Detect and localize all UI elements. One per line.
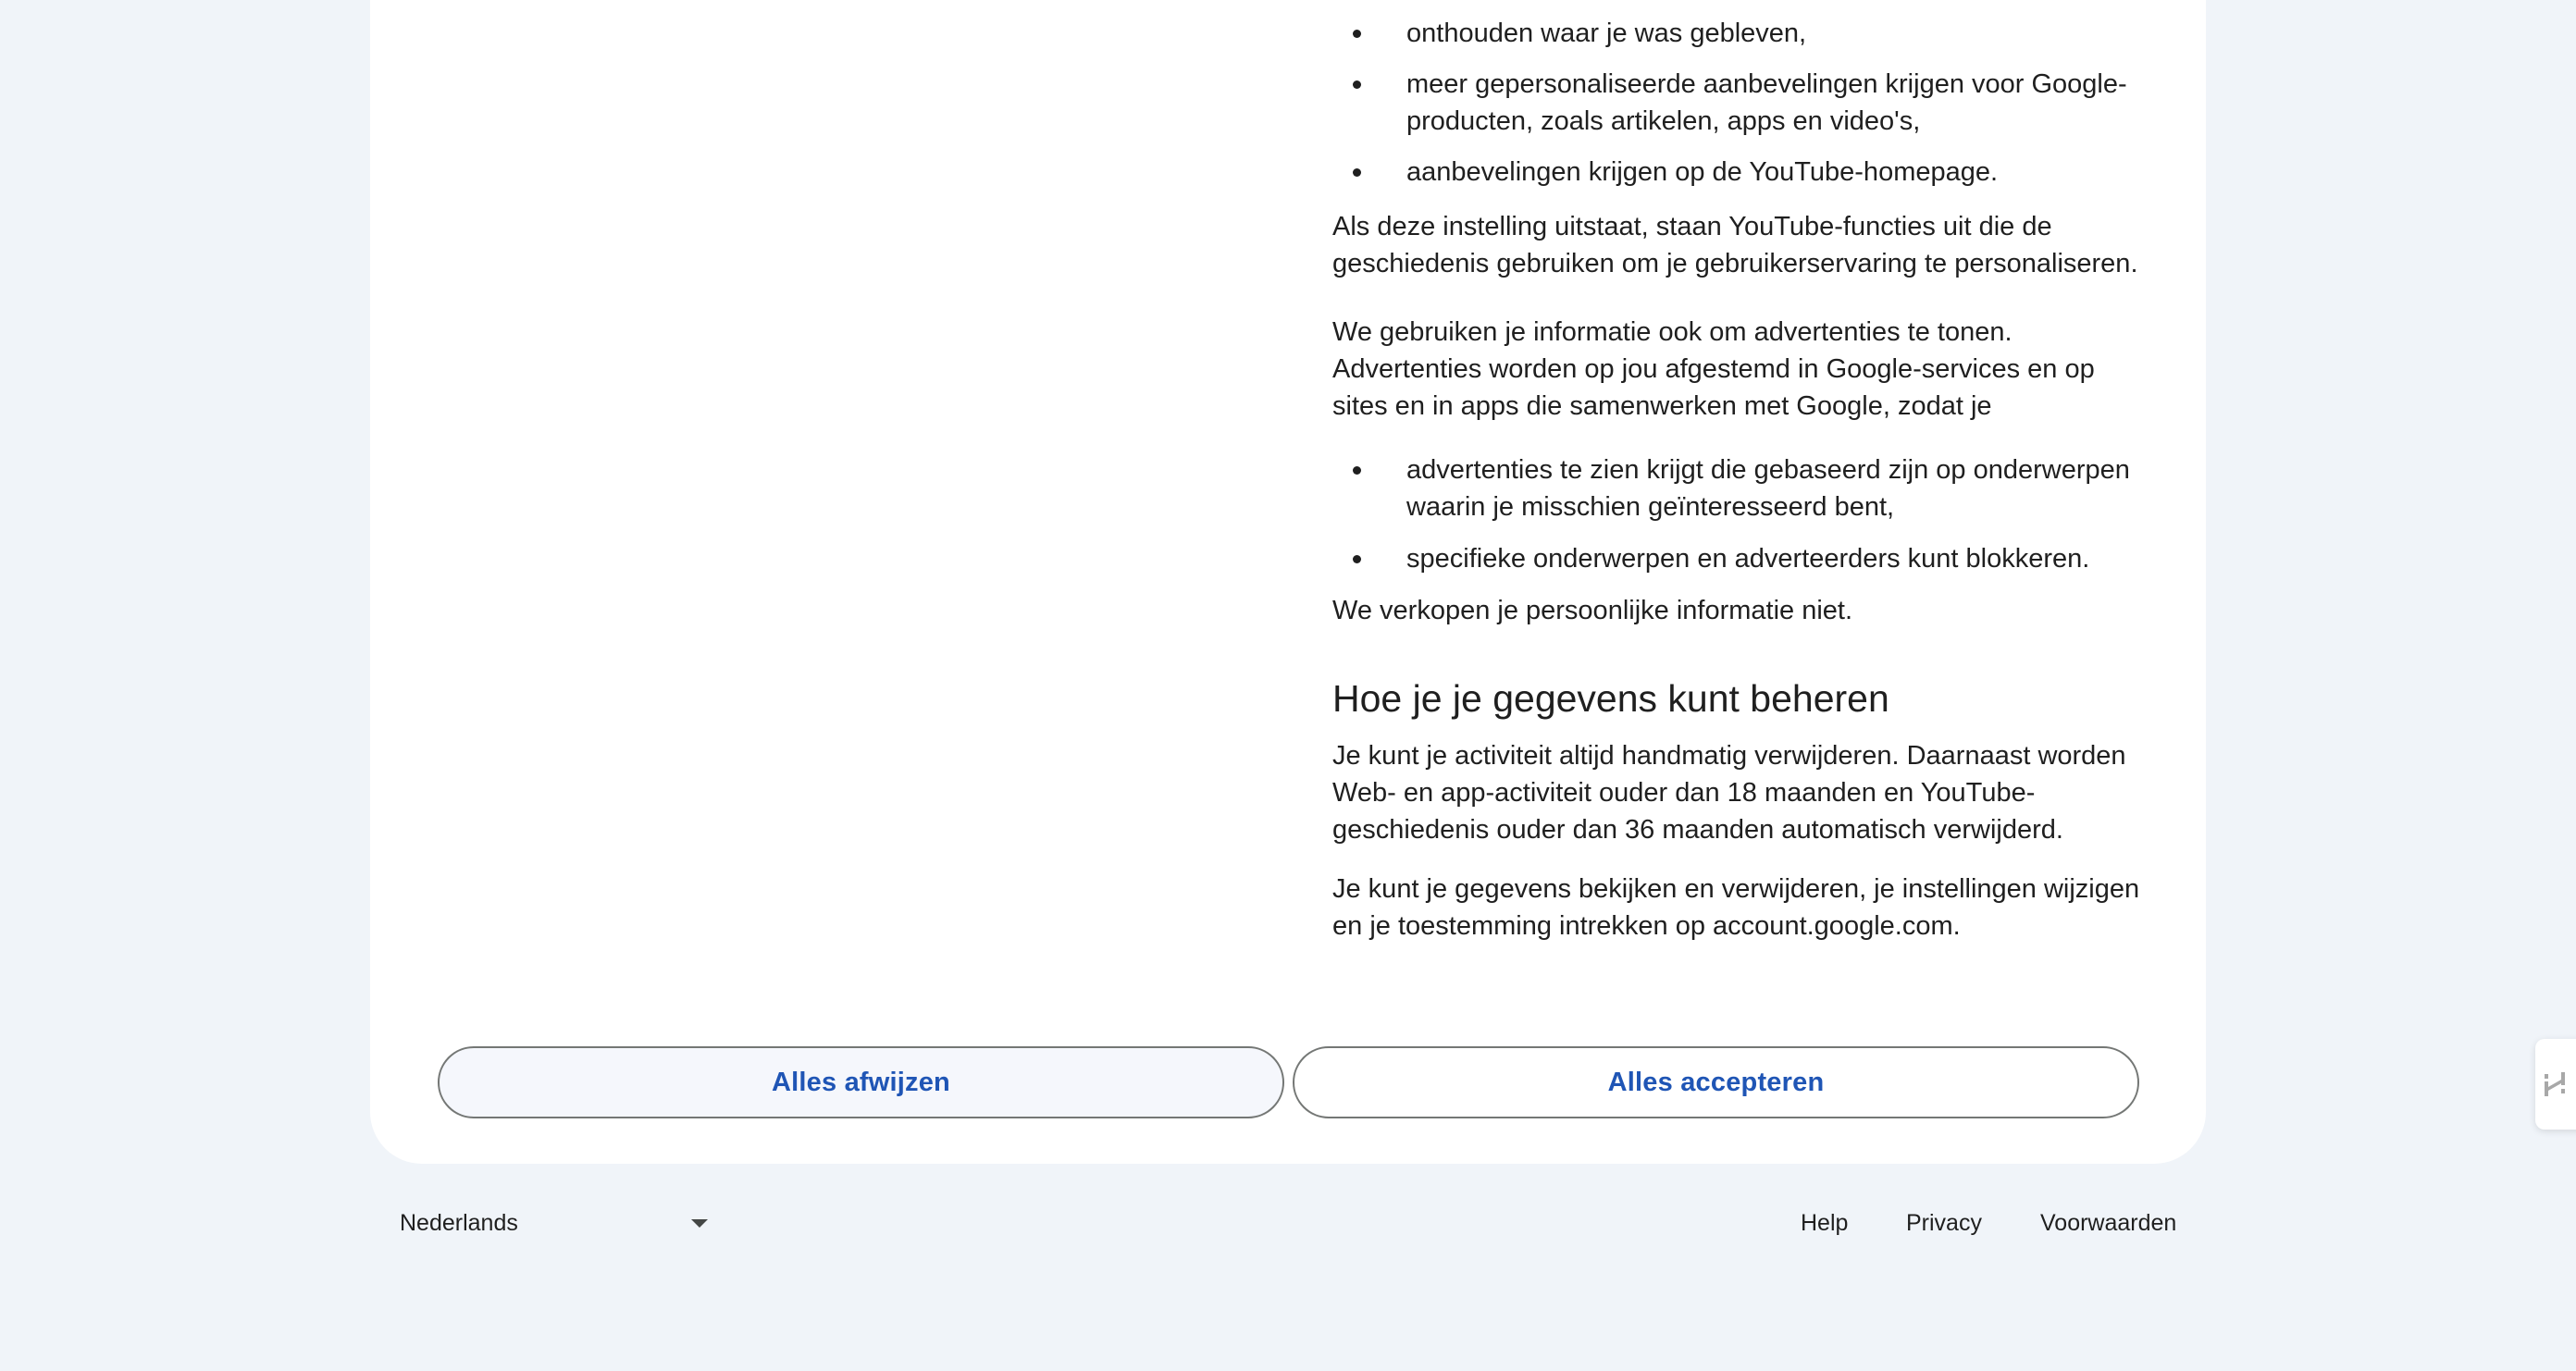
footer-link-help[interactable]: Help xyxy=(1801,1210,1849,1236)
paragraph-ads xyxy=(1332,314,2147,425)
paragraph-line: en je toestemming intrekken op account.google.com. xyxy=(1332,911,1961,941)
list-item xyxy=(1406,540,2147,577)
bullet-icon xyxy=(1353,30,1361,38)
paragraph-setting-off xyxy=(1332,208,2147,282)
paragraph-line: Web- en app-activiteit ouder dan 18 maanden en YouTube- xyxy=(1332,778,2036,808)
paragraph-account-link xyxy=(1332,871,2147,945)
paragraph-line: Je kunt je activiteit altijd handmatig verwijderen. Daarnaast worden xyxy=(1332,741,2126,771)
list-item xyxy=(1406,451,2147,525)
list-item-text: specifieke onderwerpen en adverteerders kunt blokkeren. xyxy=(1406,544,2090,574)
reject-all-button[interactable]: Alles afwijzen xyxy=(438,1046,1284,1118)
accept-all-button[interactable]: Alles accepteren xyxy=(1293,1046,2139,1118)
list-item-text-line: producten, zoals artikelen, apps en video's, xyxy=(1406,106,1921,136)
language-select-value: Nederlands xyxy=(400,1209,518,1236)
list-item xyxy=(1406,154,2147,191)
footer xyxy=(0,1203,2576,1243)
paragraph-line: sites en in apps die samenwerken met Google, zodat je xyxy=(1332,391,1992,421)
list-item-text: onthouden waar je was gebleven, xyxy=(1406,19,1807,48)
bullet-icon xyxy=(1353,555,1361,563)
section-heading-manage-data: Hoe je je gegevens kunt beheren xyxy=(1332,677,1889,720)
bullet-icon xyxy=(1353,80,1361,89)
paragraph-line: geschiedenis ouder dan 36 maanden automatisch verwijderd. xyxy=(1332,815,2063,845)
list-item xyxy=(1406,15,2147,52)
footer-link-terms[interactable]: Voorwaarden xyxy=(2040,1210,2177,1236)
paragraph-line: Je kunt je gegevens bekijken en verwijderen, je instellingen wijzigen xyxy=(1332,874,2140,904)
list-item xyxy=(1406,66,2147,140)
paragraph-line: Als deze instelling uitstaat, staan YouTube-functies uit die de xyxy=(1332,212,2052,241)
bullet-icon xyxy=(1353,168,1361,177)
language-select[interactable] xyxy=(389,1203,722,1243)
list-item-text-line: advertenties te zien krijgt die gebaseerd zijn op onderwerpen xyxy=(1406,455,2130,485)
paragraph-no-selling: We verkopen je persoonlijke informatie niet. xyxy=(1332,596,1853,625)
list-item-text-line: waarin je misschien geïnteresseerd bent, xyxy=(1406,492,1895,522)
chevron-down-icon xyxy=(691,1219,708,1228)
extension-helper-icon xyxy=(2543,1070,2569,1100)
list-item-text: aanbevelingen krijgen op de YouTube-homepage. xyxy=(1406,157,1999,187)
paragraph-line: Advertenties worden op jou afgestemd in Google-services en op xyxy=(1332,354,2095,384)
paragraph-auto-delete xyxy=(1332,737,2147,848)
footer-link-privacy[interactable]: Privacy xyxy=(1906,1210,1982,1236)
side-extension-tab[interactable] xyxy=(2535,1039,2576,1130)
paragraph-line: geschiedenis gebruiken om je gebruikerservaring te personaliseren. xyxy=(1332,249,2138,278)
bullet-icon xyxy=(1353,466,1361,475)
paragraph-line: We gebruiken je informatie ook om advertenties te tonen. xyxy=(1332,317,2012,347)
list-item-text-line: meer gepersonaliseerde aanbevelingen krijgen voor Google- xyxy=(1406,69,2127,99)
